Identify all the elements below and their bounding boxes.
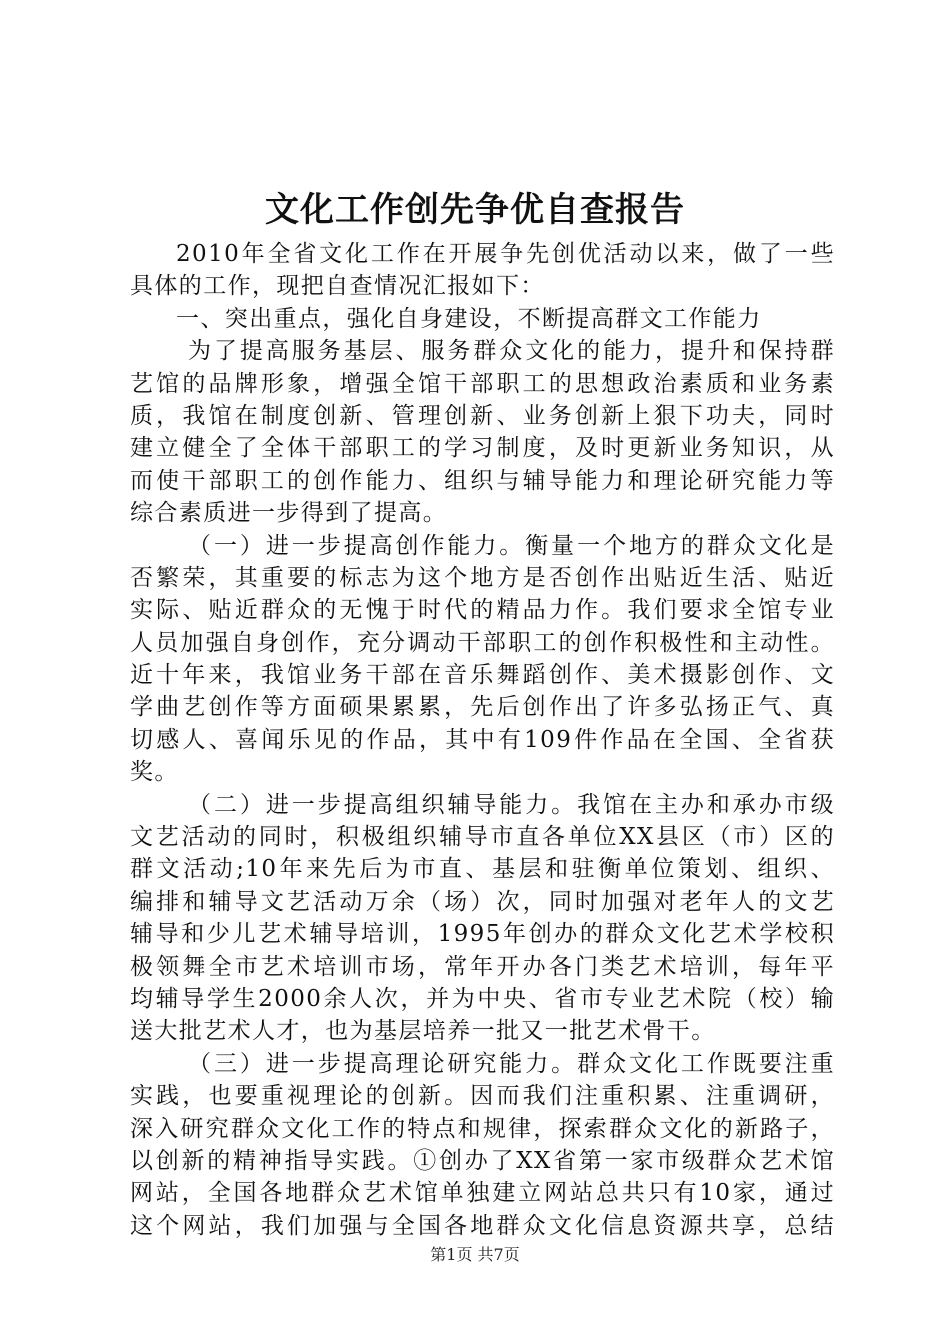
text-line: 近十年来，我馆业务干部在音乐舞蹈创作、美术摄影创作、文 <box>130 662 835 689</box>
document-body <box>130 238 835 1242</box>
text-line: （三）进一步提高理论研究能力。群众文化工作既要注重 <box>188 1050 835 1077</box>
text-line: 以创新的精神指导实践。①创办了XX省第一家市级群众艺术馆 <box>130 1147 835 1174</box>
text-line: 艺馆的品牌形象，增强全馆干部职工的思想政治素质和业务素 <box>130 370 835 397</box>
section-heading: 一、突出重点，强化自身建设，不断提高群文工作能力 <box>176 305 762 332</box>
text-line: 人员加强自身创作，充分调动干部职工的创作积极性和主动性。 <box>130 629 835 656</box>
text-line: 均辅导学生2000余人次，并为中央、省市专业艺术院（校）输 <box>130 985 835 1012</box>
text-line: 文艺活动的同时，积极组织辅导市直各单位XX县区（市）区的 <box>130 824 835 851</box>
text-line: 群文活动;10年来先后为市直、基层和驻衡单位策划、组织、 <box>130 856 835 883</box>
text-line: 切感人、喜闻乐见的作品，其中有109件作品在全国、全省获 <box>130 726 835 753</box>
document-title: 文化工作创先争优自查报告 <box>265 190 685 230</box>
text-line: 网站，全国各地群众艺术馆单独建立网站总共只有10家，通过 <box>130 1180 835 1207</box>
text-line: 否繁荣，其重要的标志为这个地方是否创作出贴近生活、贴近 <box>130 564 835 591</box>
text-line: 建立健全了全体干部职工的学习制度，及时更新业务知识，从 <box>130 435 835 462</box>
text-line: 质，我馆在制度创新、管理创新、业务创新上狠下功夫，同时 <box>130 402 835 429</box>
text-line: 深入研究群众文化工作的特点和规律，探索群众文化的新路子， <box>130 1115 835 1142</box>
text-line: 实践，也要重视理论的创新。因而我们注重积累、注重调研， <box>130 1083 835 1110</box>
text-line: 具体的工作，现把自查情况汇报如下： <box>130 273 545 300</box>
text-line: （二）进一步提高组织辅导能力。我馆在主办和承办市级 <box>188 791 835 818</box>
text-line: 学曲艺创作等方面硕果累累，先后创作出了许多弘扬正气、真 <box>130 694 835 721</box>
text-line: 2010年全省文化工作在开展争先创优活动以来，做了一些 <box>176 241 835 267</box>
text-line: 实际、贴近群众的无愧于时代的精品力作。我们要求全馆专业 <box>130 597 835 624</box>
text-line: 而使干部职工的创作能力、组织与辅导能力和理论研究能力等 <box>130 467 835 494</box>
text-line: 奖。 <box>130 759 179 786</box>
text-line: 辅导和少儿艺术辅导培训，1995年创办的群众文化艺术学校积 <box>130 921 835 948</box>
text-line: 综合素质进一步得到了提高。 <box>130 500 448 527</box>
text-line: 编排和辅导文艺活动万余（场）次，同时加强对老年人的文艺 <box>130 888 835 915</box>
text-line: （一）进一步提高创作能力。衡量一个地方的群众文化是 <box>188 532 835 559</box>
text-line: 这个网站，我们加强与全国各地群众文化信息资源共享，总结 <box>130 1212 835 1239</box>
text-line: 送大批艺术人才，也为基层培养一批又一批艺术骨干。 <box>130 1018 716 1045</box>
text-line: 为了提高服务基层、服务群众文化的能力，提升和保持群 <box>188 338 835 365</box>
text-line: 极领舞全市艺术培训市场，常年开办各门类艺术培训，每年平 <box>130 953 835 980</box>
page-number: 第1页 共7页 <box>430 1245 520 1264</box>
